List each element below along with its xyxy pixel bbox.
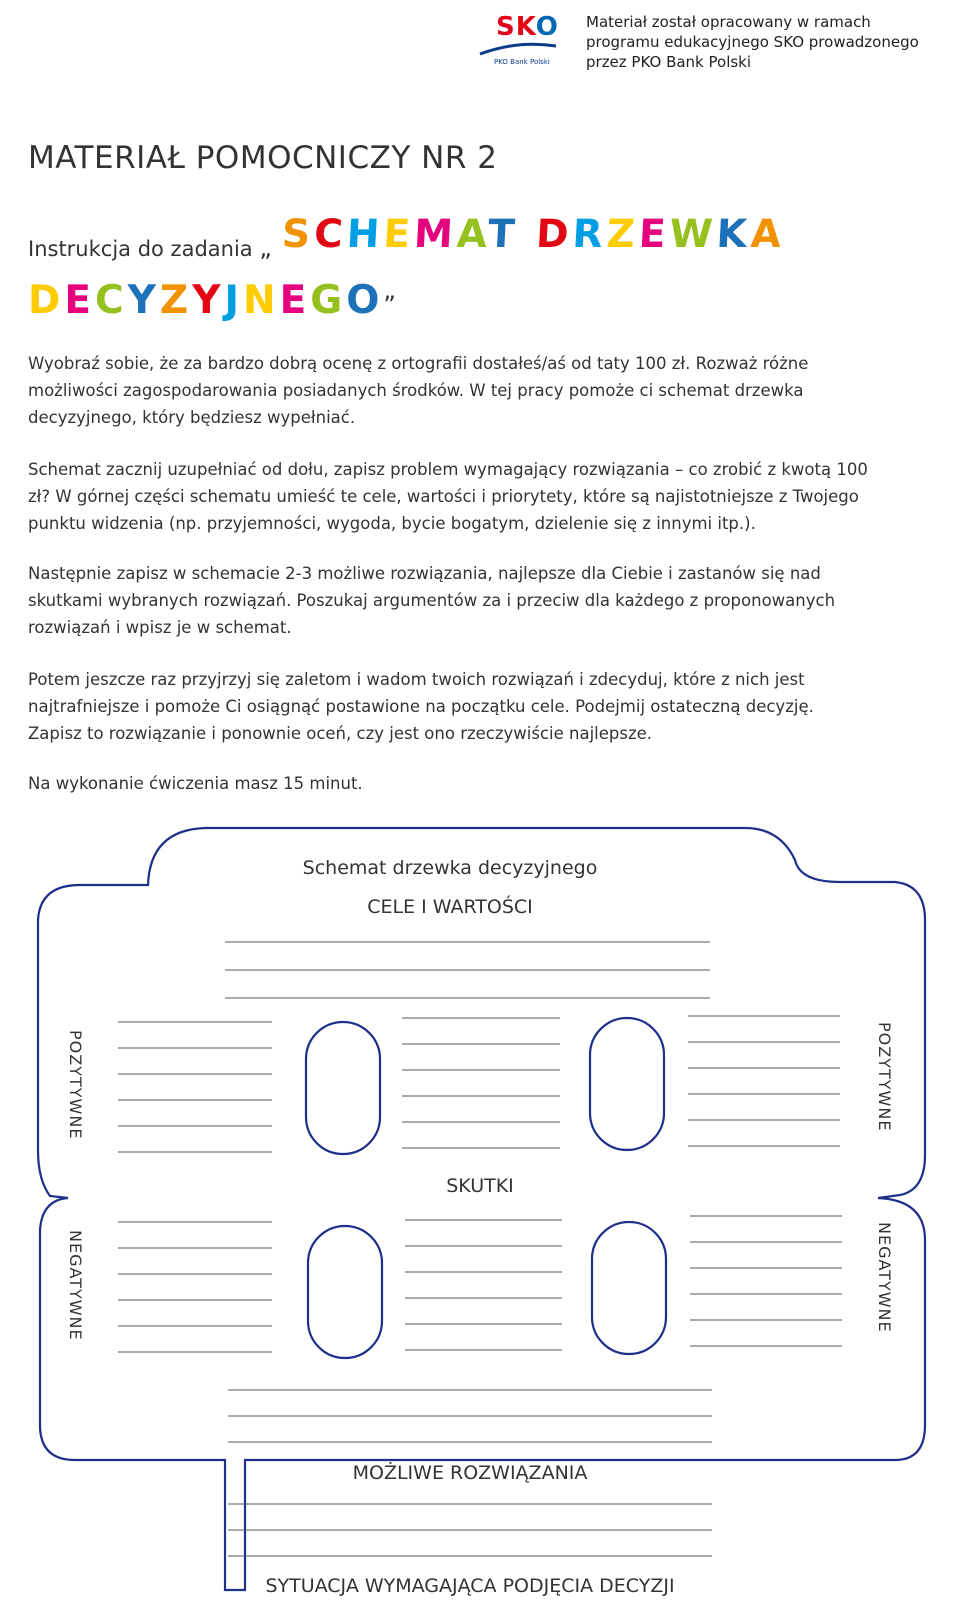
task-name-letter: Z [605, 212, 641, 257]
close-quote: ” [383, 291, 396, 319]
paragraph-3: Następnie zapisz w schemacie 2-3 możliwe rozwiązania, najlepsze dla Ciebie i zastanów się nad skutkami wybranych rozwiązań. Poszukaj argumentów za i przeciw dla każdego z proponowanych rozwiązań i wpisz je w schemat. [28, 564, 836, 637]
logo-letter-o: O [535, 12, 559, 42]
task-name-letter: S [280, 212, 316, 257]
task-name-letter: T [486, 212, 520, 257]
task-name-letter: M [412, 212, 459, 257]
task-name-letter: G [310, 278, 347, 323]
negative-label-right: NEGATYWNE [875, 1222, 894, 1333]
positive-label-right: POZYTYWNE [875, 1022, 894, 1132]
paragraph-4: Potem jeszcze raz przyjrzyj się zaletom i wadom twoich rozwiązań i zdecyduj, które z nich jest najtrafniejsze i pomoże Ci osiągnąć postawione na początku cele. Podejmij ostateczną decyzję. Zapisz to rozwiązanie i ponownie oceń, czy jest ono rzeczywiście najlepsze. [28, 670, 814, 743]
effects-label: SKUTKI [446, 1175, 514, 1197]
positive-label-left: POZYTYWNE [66, 1030, 85, 1140]
task-name-letter: K [715, 212, 752, 257]
paragraph-1: Wyobraź sobie, że za bardzo dobrą ocenę z ortografii dostałeś/aś od taty 100 zł. Rozważ różne możliwości zagospodarowania posiadanych środków. W tej pracy pomoże ci schemat drzewka decyzyjnego, który będziesz wypełniać. [28, 354, 809, 427]
task-name-letter: E [64, 278, 96, 323]
negative-label-left: NEGATYWNE [66, 1230, 85, 1341]
task-name-letter: E [279, 278, 311, 323]
task-name-letter: Z [159, 278, 193, 323]
task-name-letter: Y [192, 278, 225, 323]
task-name-letter: R [571, 212, 608, 257]
logo-letter-k: K [515, 12, 536, 42]
task-name-letter: D [534, 212, 574, 257]
task-name-letter: A [455, 212, 490, 257]
task-name-letter: H [345, 212, 385, 257]
task-name-letter: A [749, 212, 787, 257]
task-name-letter: J [224, 278, 243, 323]
solution-box-top-right [590, 1018, 664, 1150]
task-name-letter: W [668, 212, 718, 257]
logo-subtitle: PKO Bank Polski [494, 58, 550, 66]
header-note: Materiał został opracowany w ramach programu edukacyjnego SKO prowadzonego przez PKO Bank Polski [586, 13, 919, 71]
paragraph-5: Na wykonanie ćwiczenia masz 15 minut. [28, 774, 363, 793]
solution-box-bottom-left [308, 1226, 382, 1358]
paragraph-2: Schemat zacznij uzupełniać od dołu, zapisz problem wymagający rozwiązania – co zrobić z kwotą 100 zł? W górnej części schematu umieść te cele, wartości i priorytety, które są najistotniejsze z Twojego punktu widzenia (np. przyjemności, wygoda, bycie bogatym, dzielenie się z innymi itp.). [28, 460, 868, 533]
task-name-letter: O [346, 278, 384, 323]
solutions-label: MOŻLIWE ROZWIĄZANIA [352, 1462, 588, 1484]
open-quote: „ [259, 234, 272, 262]
page-title: MATERIAŁ POMOCNICZY NR 2 [28, 140, 498, 176]
diagram-title: Schemat drzewka decyzyjnego [302, 857, 598, 879]
goals-label: CELE I WARTOŚCI [367, 896, 533, 918]
task-name-letter: C [312, 212, 348, 257]
task-name-letter: E [637, 212, 671, 257]
logo-letter-s: S [496, 12, 516, 42]
task-name-letter: C [95, 278, 128, 323]
solution-box-bottom-right [592, 1222, 666, 1354]
task-name-letter: Y [127, 278, 160, 323]
situation-label: SYTUACJA WYMAGAJĄCA PODJĘCIA DECYZJI [265, 1575, 675, 1597]
solution-box-top-left [306, 1022, 380, 1154]
task-name-letter: N [242, 278, 280, 323]
task-name-letter: E [382, 212, 416, 257]
task-name-letter: D [28, 278, 65, 323]
instruction-lead-text: Instrukcja do zadania [28, 237, 253, 261]
